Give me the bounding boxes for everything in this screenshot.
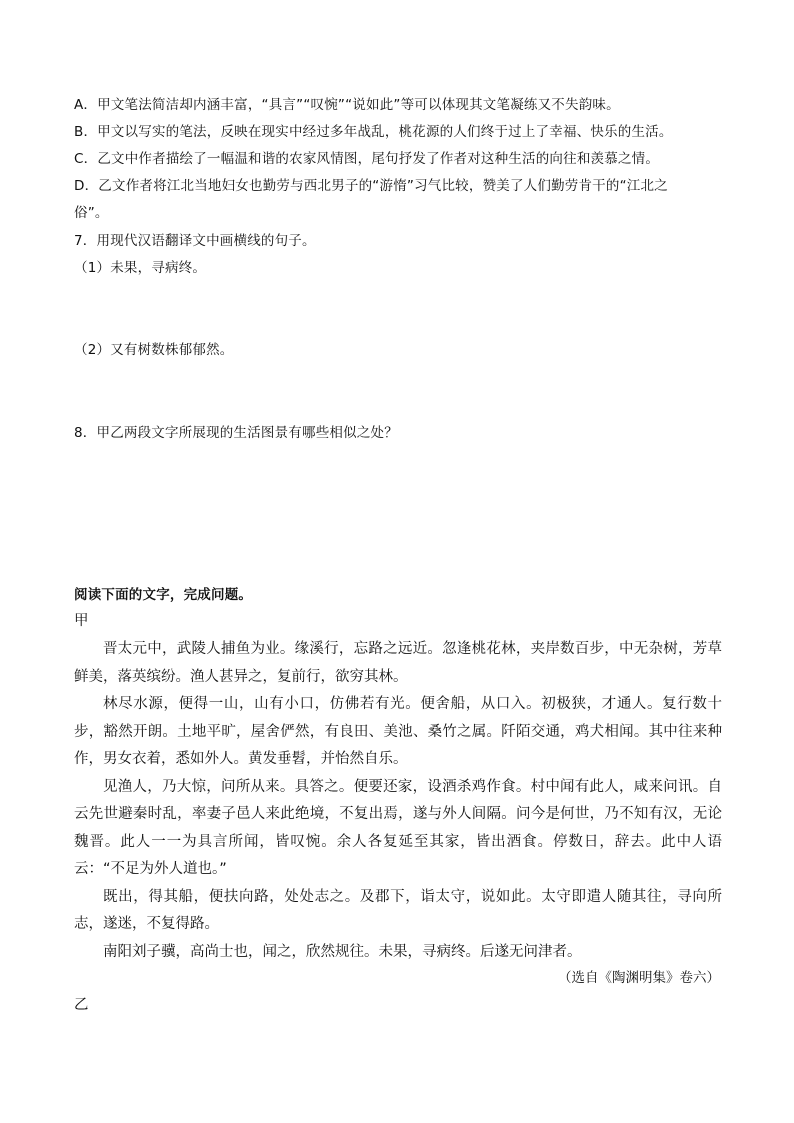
passage-paragraph: 见渔人，乃大惊，问所从来。具答之。便要还家，设酒杀鸡作食。村中闻有此人，咸来问讯。自云先世避秦时乱，率妻子邑人来此绝境，不复出焉，遂与外人间隔。问今是何世，乃不知有汉，无论魏晋。此人一一为具言所闻，皆叹惋。余人各复延至其家，皆出酒食。停数日，辞去。此中人语云：“不足为外人道也。” [74,778,722,877]
question-7-item-2: （2）又有树数株郁郁然。 [74,342,234,358]
passage-jia-label: 甲 [74,613,89,629]
passage-paragraph: 晋太元中，武陵人捕鱼为业。缘溪行，忘路之远近。忽逢桃花林，夹岸数百步，中无杂树，芳草鲜美，落英缤纷。渔人甚异之，复前行，欲穷其林。 [74,641,722,685]
question-7-stem: 7．用现代汉语翻译文中画横线的句子。 [74,233,316,249]
question-8-stem: 8．甲乙两段文字所展现的生活图景有哪些相似之处？ [74,425,398,441]
passage-paragraph: 南阳刘子骥，高尚士也，闻之，欣然规往。未果，寻病终。后遂无问津者。 [103,943,582,960]
passage-paragraph: 林尽水源，便得一山，山有小口，仿佛若有光。便舍船，从口入。初极狭，才通人。复行数十步，豁然开朗。土地平旷，屋舍俨然，有良田、美池、桑竹之属。阡陌交通，鸡犬相闻。其中往来种作，男女衣着，悉如外人。黄发垂髫，并怡然自乐。 [74,696,722,767]
passage-paragraph: 既出，得其船，便扶向路，处处志之。及郡下，诣太守，说如此。太守即遣人随其往，寻向所志，遂迷，不复得路。 [74,888,722,932]
option-b: B．甲文以写实的笔法，反映在现实中经过多年战乱，桃花源的人们终于过上了幸福、快乐的生活。 [74,124,673,140]
option-d-continued: 俗”。 [74,205,109,221]
passage-source: （选自《陶渊明集》卷六） [558,970,720,986]
option-c: C．乙文中作者描绘了一幅温和谐的农家风情图，尾句抒发了作者对这种生活的向往和羡慕之情。 [74,151,660,167]
option-d: D．乙文作者将江北当地妇女也勤劳与西北男子的“游惰”习气比较，赞美了人们勤劳肯干的“江北之 [74,178,668,194]
reading-instruction: 阅读下面的文字，完成问题。 [74,587,253,603]
passage-yi-label: 乙 [74,997,89,1013]
question-7-item-1: （1）未果，寻病终。 [74,260,207,276]
option-a: A．甲文笔法简洁却内涵丰富，“具言”“叹惋”“说如此”等可以体现其文笔凝练又不失韵味。 [74,97,620,113]
passage-jia [74,636,722,966]
